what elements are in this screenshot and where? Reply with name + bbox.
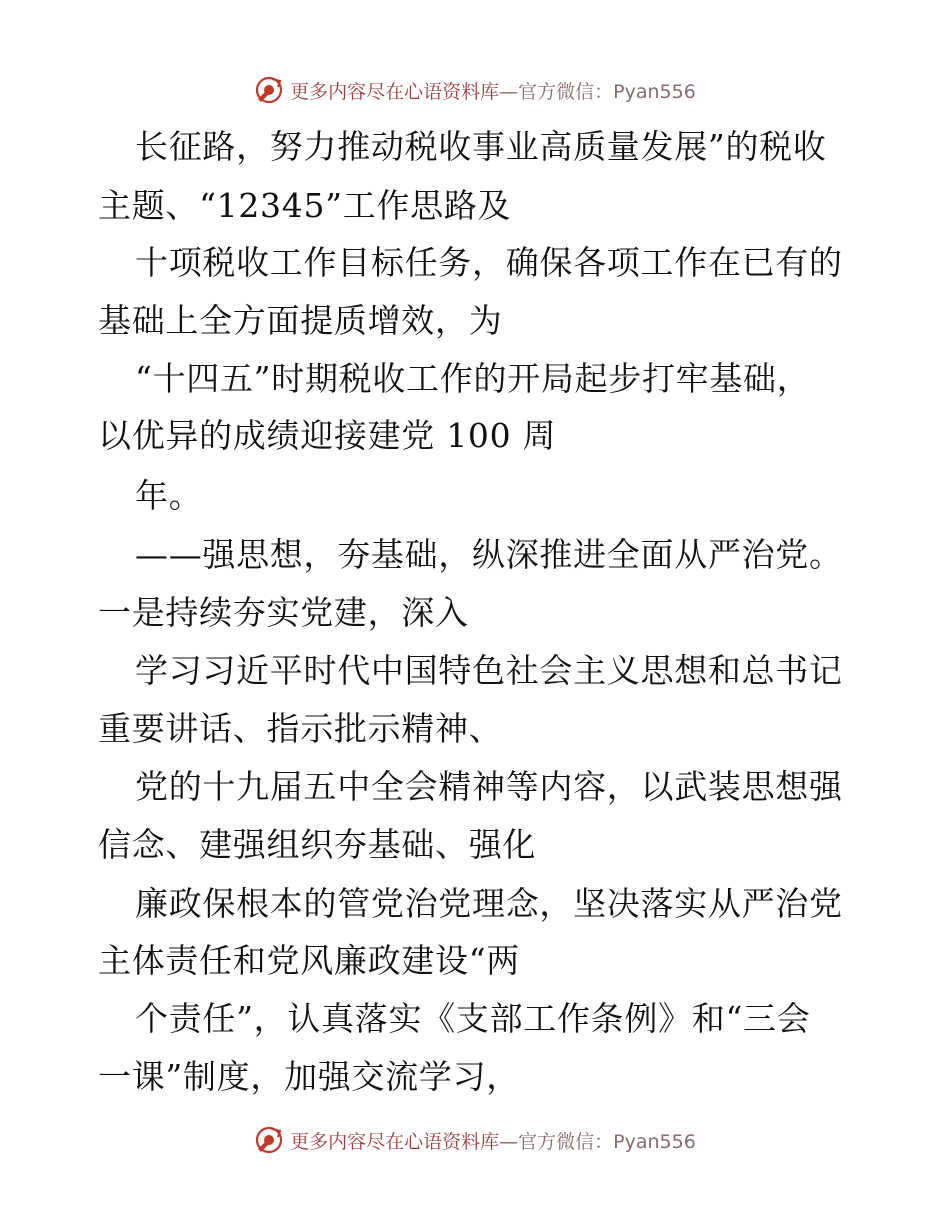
pen-logo-icon — [254, 1125, 284, 1155]
text-line: ——强思想，夯基础，纵深推进全面从严治党。 — [135, 535, 843, 574]
header-site-text: 更多内容尽在心语资料库 — [290, 80, 500, 103]
text-line: 重要讲话、指示批示精神、 — [98, 709, 503, 748]
footer-contact-text: 官方微信：Pyan556 — [518, 1130, 696, 1153]
text-line: 主体责任和党风廉政建设“两 — [98, 941, 520, 980]
footer-site-text: 更多内容尽在心语资料库 — [290, 1130, 500, 1153]
text-line: 年。 — [135, 476, 203, 515]
footer-separator: — — [499, 1130, 519, 1153]
text-line: 长征路，努力推动税收事业高质量发展”的税收 — [135, 127, 827, 166]
text-line: 信念、建强组织夯基础、强化 — [98, 825, 537, 864]
text-line: 主题、“12345”工作思路及 — [98, 186, 512, 225]
text-line: 廉政保根本的管党治党理念，坚决落实从严治党 — [135, 884, 843, 923]
text-line: “十四五”时期税收工作的开局起步打牢基础， — [135, 359, 811, 398]
footer-banner-text — [290, 1127, 696, 1154]
header-separator: — — [499, 80, 519, 103]
header-contact-text: 官方微信：Pyan556 — [518, 80, 696, 103]
text-line: 个责任”，认真落实《支部工作条例》和“三会 — [135, 999, 811, 1038]
text-line: 以优异的成绩迎接建党 100 周 — [98, 416, 557, 455]
text-line: 党的十九届五中全会精神等内容，以武装思想强 — [135, 767, 843, 806]
text-line: 基础上全方面提质增效，为 — [98, 301, 503, 340]
text-line: 十项税收工作目标任务，确保各项工作在已有的 — [135, 243, 843, 282]
text-line: 一课”制度，加强交流学习， — [98, 1057, 520, 1096]
text-line: 学习习近平时代中国特色社会主义思想和总书记 — [135, 651, 843, 690]
footer-banner — [0, 1120, 950, 1160]
text-line: 一是持续夯实党建，深入 — [98, 593, 469, 632]
